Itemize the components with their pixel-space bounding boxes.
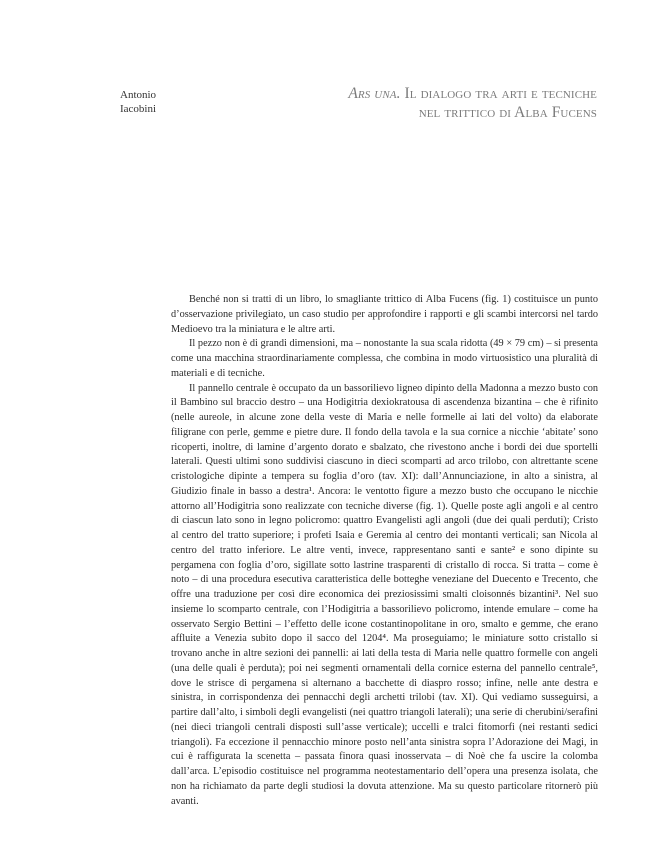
paragraph-3: Il pannello centrale è occupato da un bassorilievo ligneo dipinto della Madonna a mezzo busto con il Bambino sul braccio destro – una Hodigitria dexiokratousa di ascendenza bizantina – che è rifinito (nelle aureole, in alcune zone della veste di Maria e nelle formelle ai lati del volto) da elaborate filigrane con perle, gemme e pietre dure. Il fondo della tavola e la sua cornice a nicchie ‘abitate’ sono ricoperti, inoltre, di lamine d’argento dorato e sbalzato, che rivestono anche i bordi dei due sportelli laterali. Questi ultimi sono suddivisi ciascuno in dieci scomparti ad arco trilobo, con altrettante scene cristologiche dipinte a tempera su foglia d’oro (tav. XI): dall’Annunciazione, in alto a sinistra, al Giudizio finale in basso a destra¹. Ancora: le ventotto figure a mezzo busto che occupano le nicchie attorno all’Hodigitria sono realizzate con tecniche diverse (fig. 1). Quelle poste agli angoli e al centro di ciascun lato sono in legno policromo: quattro Evangelisti agli angoli (due dei quali perduti); Cristo al centro del tratto superiore; i profeti Isaia e Geremia al centro dei montanti verticali; san Nicola al centro del tratto inferiore. Le altre venti, invece, rappresentano santi e sante² e sono dipinte su pergamena con foglia d’oro, sigillate sotto lastrine trasparenti di cristallo di rocca. Si tratta – come è noto – di una procedura esecutiva caratteristica delle botteghe veneziane del Duecento e Trecento, che offre una traduzione per così dire economica dei preziosissimi smalti cloisonnés bizantini³. Nel suo insieme lo scomparto centrale, con l’Hodigitria a bassorilievo policromo, intende emulare – come ha osservato Sergio Bettini – l’effetto delle icone costantinopolitane in oro, smalto e gemme, che erano affluite a Venezia subito dopo il sacco del 1204⁴. Ma proseguiamo; le miniature sotto cristallo si trovano anche in altre sezioni dei pannelli: ai lati della testa di Maria nelle quattro formelle con angeli (una delle quali è perduta); poi nei segmenti ornamentali della cornice esterna del pannello centrale⁵, dove le strisce di pergamena si alternano a bacchette di diaspro rosso; infine, nelle ante destra e sinistra, in corrispondenza dei pennacchi degli archetti trilobi (tav. XI). Qui vediamo susseguirsi, a partire dall’alto, i simboli degli evangelisti (nei quattro triangoli laterali); una serie di cherubini/serafini (nei dieci triangoli centrali disposti sull’asse verticale); uccelli e tralci fitomorfi (nei restanti sedici triangoli). Fa eccezione il pennacchio minore posto nell’anta sinistra sopra l’Adorazione dei Magi, in cui è raffigurata la scenetta – passata finora quasi inosservata – di Noè che fa uscire la colomba dall’arca. L’episodio costituisce nel programma neotestamentario dell’opera una presenza isolata, che non ha richiamato da parte degli studiosi la dovuta attenzione. Ma su questo particolare ritornerò più avanti. — [171, 382, 598, 807]
body-text — [171, 293, 598, 809]
chapter-title-line-1 — [240, 84, 597, 103]
chapter-title — [240, 84, 597, 122]
author-first-name: Antonio — [120, 89, 157, 101]
paragraph-1: Benché non si tratti di un libro, lo smagliante trittico di Alba Fucens (fig. 1) costituisce un punto d’osservazione privilegiato, un caso studio per approfondire i rapporti e gli scambi intercorsi nel tardo Medioevo tra la miniatura e le altre arti. — [171, 294, 598, 335]
chapter-title-line-1-rest: Il dialogo tra arti e tecniche — [400, 85, 597, 102]
author-last-name: Iacobini — [120, 103, 157, 115]
chapter-title-lead: Ars una. — [348, 85, 401, 102]
author-name — [120, 88, 200, 116]
paragraph-2: Il pezzo non è di grandi dimensioni, ma – nonostante la sua scala ridotta (49 × 79 cm) – si presenta come una macchina straordinariamente complessa, che combina in modo virtuosistico una pluralità di materiali e di tecniche. — [171, 338, 598, 379]
chapter-title-line-2: nel trittico di Alba Fucens — [418, 104, 597, 121]
